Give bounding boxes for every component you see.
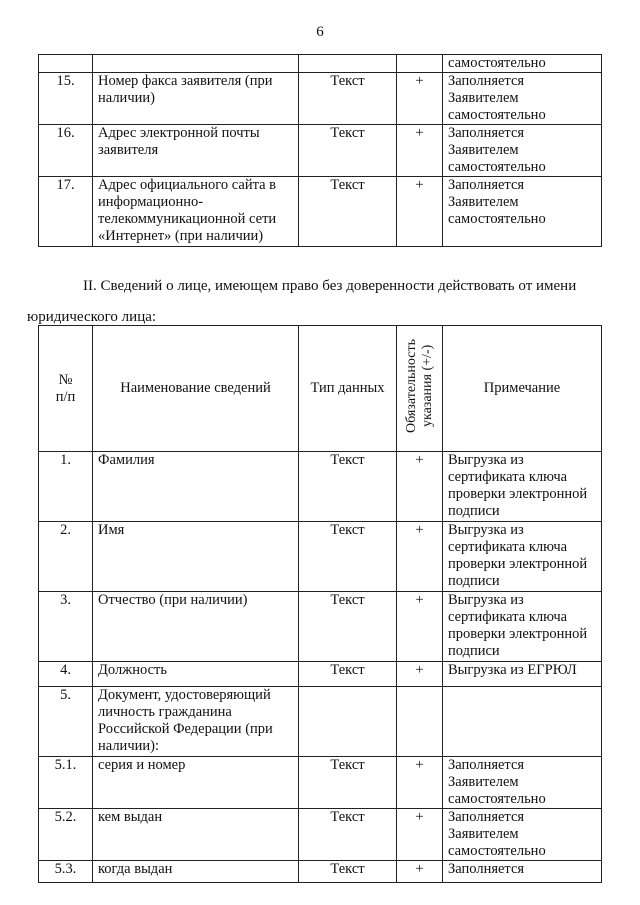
top-table [38,54,602,247]
page-number: 6 [316,24,324,40]
row-mandatory: + [397,592,443,662]
section-heading-line2: юридического лица: [27,309,157,325]
row-num: 5.1. [39,757,93,809]
row-name: серия и номер [93,757,299,809]
row-type: Текст [299,73,397,125]
table-row [39,177,602,247]
row-note: Заполняется Заявителем самостоятельно [443,177,602,247]
row-name: Отчество (при наличии) [93,592,299,662]
row-num: 2. [39,522,93,592]
row-mandatory: + [397,177,443,247]
row-num: 5.2. [39,809,93,861]
row-type: Текст [299,452,397,522]
row-num [39,55,93,73]
row-num: 5.3. [39,861,93,883]
row-num: 15. [39,73,93,125]
row-mandatory: + [397,125,443,177]
row-num: 3. [39,592,93,662]
table-row [39,55,602,73]
header-row [39,326,602,452]
row-mandatory [397,687,443,757]
row-note: Выгрузка из сертификата ключа проверки электронной подписи [443,522,602,592]
row-type: Текст [299,662,397,687]
row-note: Выгрузка из сертификата ключа проверки электронной подписи [443,592,602,662]
section-heading [27,271,601,333]
row-type: Текст [299,125,397,177]
row-note: Заполняется Заявителем самостоятельно [443,809,602,861]
row-num: 17. [39,177,93,247]
row-mandatory: + [397,757,443,809]
row-num: 5. [39,687,93,757]
table-row [39,861,602,883]
table-row [39,662,602,687]
row-type: Текст [299,592,397,662]
table-row [39,73,602,125]
row-note: самостоятельно [443,55,602,73]
row-num: 1. [39,452,93,522]
header-type: Тип данных [299,326,397,452]
row-note: Заполняется Заявителем самостоятельно [443,125,602,177]
table-row [39,592,602,662]
row-name: Номер факса заявителя (при наличии) [93,73,299,125]
table-row [39,687,602,757]
header-name: Наименование сведений [93,326,299,452]
row-num: 16. [39,125,93,177]
row-name: Документ, удостоверяющий личность гражданина Российской Федерации (при наличии): [93,687,299,757]
row-mandatory: + [397,452,443,522]
table-row [39,522,602,592]
row-note: Заполняется [443,861,602,883]
header-note: Примечание [443,326,602,452]
row-note [443,687,602,757]
table-row [39,125,602,177]
table-row [39,809,602,861]
row-note: Выгрузка из ЕГРЮЛ [443,662,602,687]
row-name: кем выдан [93,809,299,861]
row-type: Текст [299,757,397,809]
row-type [299,55,397,73]
row-mandatory: + [397,522,443,592]
row-type: Текст [299,809,397,861]
row-num: 4. [39,662,93,687]
row-name: Фамилия [93,452,299,522]
main-table [38,325,602,883]
row-mandatory: + [397,662,443,687]
row-name: Должность [93,662,299,687]
row-name: Адрес официального сайта в информационно-телекоммуникационной сети «Интернет» (при наличии) [93,177,299,247]
row-name [93,55,299,73]
row-name: Имя [93,522,299,592]
row-mandatory [397,55,443,73]
row-mandatory: + [397,809,443,861]
section-heading-line1: II. Сведений о лице, имеющем право без доверенности действовать от имени [83,278,577,294]
row-note: Заполняется Заявителем самостоятельно [443,73,602,125]
row-mandatory: + [397,861,443,883]
row-note: Заполняется Заявителем самостоятельно [443,757,602,809]
row-note: Выгрузка из сертификата ключа проверки электронной подписи [443,452,602,522]
header-num: № п/п [39,326,93,452]
row-name: Адрес электронной почты заявителя [93,125,299,177]
row-type: Текст [299,522,397,592]
row-mandatory: + [397,73,443,125]
header-mandatory: Обязательность указания (+/-) [397,326,443,452]
row-type: Текст [299,861,397,883]
row-type [299,687,397,757]
table-row [39,452,602,522]
row-type: Текст [299,177,397,247]
row-name: когда выдан [93,861,299,883]
table-row [39,757,602,809]
